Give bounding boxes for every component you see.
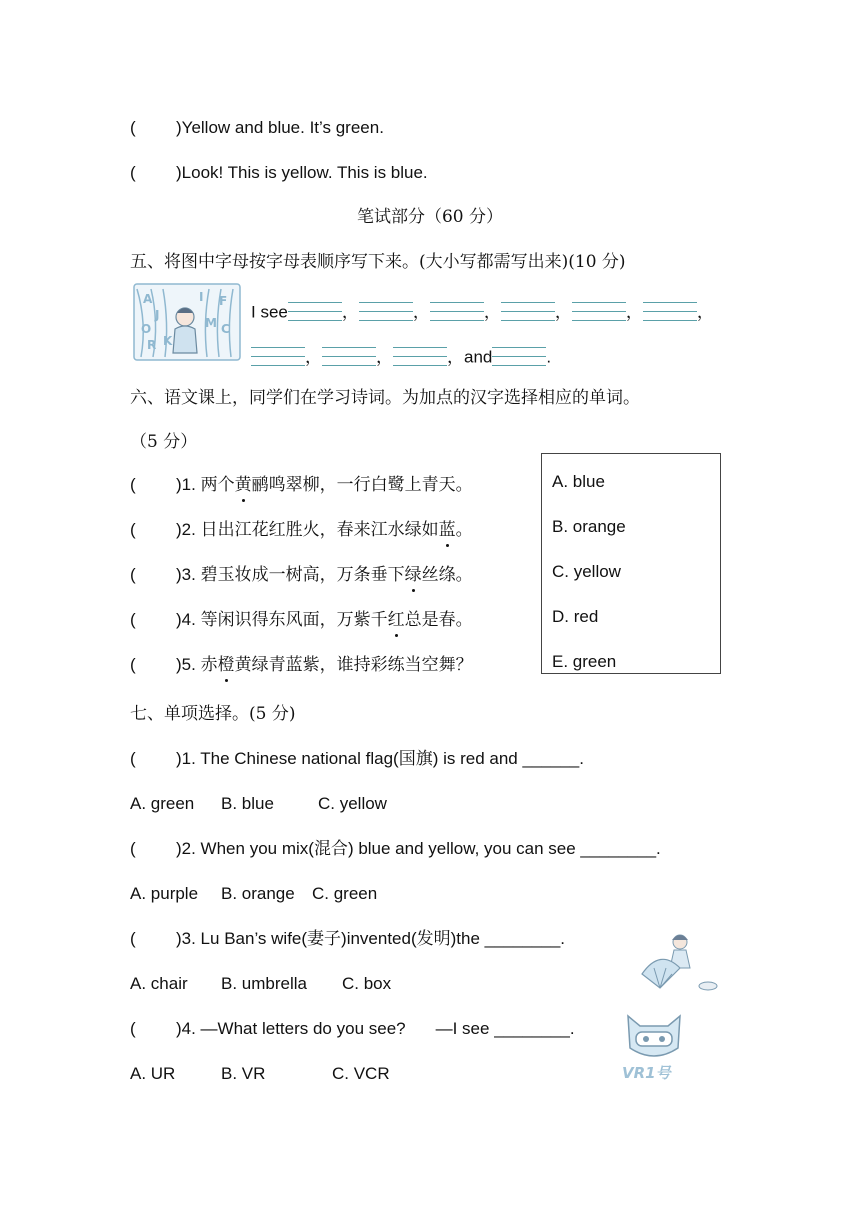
answer-paren: ( (130, 1019, 136, 1038)
comma: ， (447, 347, 464, 367)
comma: ， (341, 302, 359, 322)
answer-paren: ( (130, 749, 136, 768)
question-text: )4. —What letters do you see? (176, 1019, 406, 1038)
options-box (541, 453, 721, 674)
choice-b: B. umbrella (221, 974, 307, 993)
write-blank[interactable] (501, 300, 555, 326)
choice-b: B. orange (221, 884, 295, 903)
comma: ， (696, 302, 714, 322)
listening-text: Look! This is yellow. This is blue. (181, 163, 428, 182)
answer-paren: ( (130, 565, 136, 584)
section5-row-2 (251, 345, 551, 371)
poem-text: 总是春。 (404, 610, 473, 630)
dotted-character: 黄 (234, 475, 252, 495)
question-text: )invented( (341, 929, 417, 948)
section6-title: 六、语文课上，同学们在学习诗词。为加点的汉字选择相应的单词。 (130, 388, 640, 408)
section7-title: 七、单项选择。(5 分) (130, 704, 296, 724)
poem-text: 赤 (200, 655, 218, 675)
choice-question-2 (130, 837, 661, 861)
dotted-character: 红 (387, 610, 405, 630)
item-number: )2. (176, 520, 196, 539)
question-text: —I see ________. (435, 1019, 575, 1038)
choice-b: B. blue (221, 794, 274, 813)
choice-question-1 (130, 747, 584, 771)
answer-paren: ( (130, 118, 136, 137)
write-blank[interactable] (359, 300, 413, 326)
choice-a: A. UR (130, 1064, 176, 1083)
poem-item-3 (130, 563, 473, 587)
choice-b: B. VR (221, 1064, 266, 1083)
listening-item-1 (130, 116, 384, 140)
comma: ， (625, 302, 643, 322)
option-b: B. orange (552, 517, 626, 536)
option-a: A. blue (552, 472, 605, 491)
write-blank[interactable] (492, 345, 546, 371)
choice-c: C. box (342, 974, 392, 993)
choice-a: A. purple (130, 884, 199, 903)
poem-text: 等闲识得东风面，万紫千 (200, 610, 388, 630)
dotted-character: 橙 (217, 655, 235, 675)
dotted-character: 蓝 (438, 520, 456, 540)
poem-item-5 (130, 653, 473, 677)
choice-question-3 (130, 927, 565, 951)
dotted-character: 绿 (404, 565, 422, 585)
option-e: E. green (552, 652, 617, 671)
poem-text: 黄绿青蓝紫，谁持彩练当空舞？ (234, 655, 473, 675)
listening-text: Yellow and blue. It’s green. (181, 118, 384, 137)
vr-logo-text: VR1号 (622, 1064, 671, 1082)
choice-a: A. chair (130, 974, 188, 993)
comma: ， (483, 302, 501, 322)
answer-paren: ( (130, 610, 136, 629)
vr-robot-illustration (618, 1008, 690, 1084)
choice-c: C. yellow (318, 794, 387, 813)
item-number: )3. (176, 565, 196, 584)
choice-options-1 (130, 792, 387, 816)
write-blank[interactable] (572, 300, 626, 326)
question-text: ) is red and ______. (432, 749, 584, 768)
i-see-label: I see (251, 302, 288, 322)
write-blank[interactable] (322, 345, 376, 371)
written-section-heading: 笔试部分（60 分） (356, 207, 504, 227)
question-gloss: 国旗 (398, 749, 433, 769)
choice-c: C. green (312, 884, 378, 903)
curtain-letter: F (219, 294, 228, 308)
comma: ， (305, 347, 322, 367)
comma: ， (376, 347, 393, 367)
question-gloss: 发明 (416, 929, 451, 949)
section5-row-1 (251, 300, 714, 326)
question-gloss: 混合 (313, 839, 348, 859)
poem-text: 。 (455, 520, 473, 540)
comma: ， (554, 302, 572, 322)
choice-question-4 (130, 1017, 575, 1041)
umbrella-woman-illustration (636, 928, 720, 996)
answer-paren: ( (130, 655, 136, 674)
choice-options-4 (130, 1062, 390, 1086)
answer-paren: ( (130, 929, 136, 948)
curtain-letters-picture (133, 283, 241, 361)
item-number: )1. (176, 475, 196, 494)
question-text: )the ________. (450, 929, 566, 948)
poem-text: 丝绦。 (421, 565, 473, 585)
poem-text: 两个 (200, 475, 235, 495)
curtain-letter: J (155, 308, 160, 322)
question-gloss: 妻子 (307, 929, 342, 949)
poem-item-1 (130, 473, 473, 497)
comma: ， (412, 302, 430, 322)
answer-paren: ( (130, 475, 136, 494)
and-label: and (464, 347, 493, 367)
write-blank[interactable] (393, 345, 447, 371)
period: . (546, 347, 552, 367)
write-blank[interactable] (251, 345, 305, 371)
choice-options-3 (130, 972, 391, 996)
answer-paren: ( (130, 520, 136, 539)
write-blank[interactable] (288, 300, 342, 326)
write-blank[interactable] (430, 300, 484, 326)
poem-text: 日出江花红胜火，春来江水绿如 (200, 520, 439, 540)
listening-item-2 (130, 161, 428, 185)
curtain-letter: A (143, 292, 153, 306)
answer-paren: ( (130, 839, 136, 858)
section6-points: （5 分） (130, 432, 198, 452)
question-text: )1. The Chinese national flag( (176, 749, 399, 768)
curtain-letter: M (205, 316, 217, 330)
option-d: D. red (552, 607, 599, 626)
choice-c: C. VCR (332, 1064, 390, 1083)
question-text: )3. Lu Ban’s wife( (176, 929, 308, 948)
curtain-letter: I (199, 290, 204, 304)
choice-options-2 (130, 882, 377, 906)
item-number: )4. (176, 610, 196, 629)
poem-item-4 (130, 608, 473, 632)
answer-paren: ( (130, 163, 136, 182)
question-text: ) blue and yellow, you can see ________. (347, 839, 661, 858)
paren-close: ) (176, 118, 182, 137)
curtain-letter: R (147, 338, 157, 352)
section5-title: 五、将图中字母按字母表顺序写下来。(大小写都需写出来)(10 分) (130, 252, 626, 272)
poem-text: 鹂鸣翠柳，一行白鹭上青天。 (251, 475, 473, 495)
curtain-letter: K (163, 334, 173, 348)
write-blank[interactable] (643, 300, 697, 326)
option-c: C. yellow (552, 562, 621, 581)
choice-a: A. green (130, 794, 195, 813)
paren-close: ) (176, 163, 182, 182)
item-number: )5. (176, 655, 196, 674)
curtain-letter: C (221, 322, 230, 336)
poem-item-2 (130, 518, 473, 542)
curtain-letter: O (141, 322, 152, 336)
question-text: )2. When you mix( (176, 839, 314, 858)
poem-text: 碧玉妆成一树高，万条垂下 (200, 565, 405, 585)
